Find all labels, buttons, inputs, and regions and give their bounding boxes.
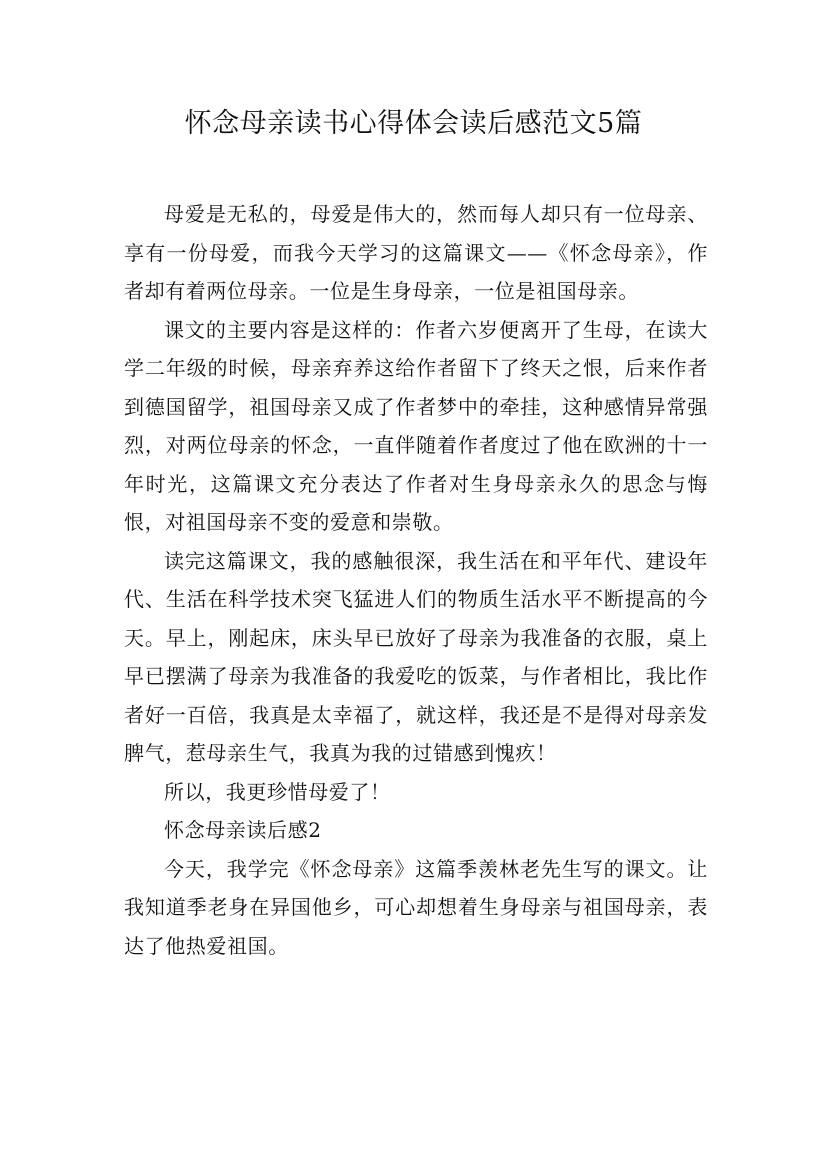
paragraph-3: 读完这篇课文，我的感触很深，我生活在和平年代、建设年代、生活在科学技术突飞猛进人们的物质生活水平不断提高的今天。早上，刚起床，床头早已放好了母亲为我准备的衣服，桌上早已摆满了母亲为我准备的我爱吃的饭菜，与作者相比，我比作者好一百倍，我真是太幸福了，就这样，我还是不是得对母亲发脾气，惹母亲生气，我真为我的过错感到愧疚！ <box>124 548 708 765</box>
document-title: 怀念母亲读书心得体会读后感范文5篇 <box>184 108 643 139</box>
document-body <box>124 195 708 965</box>
paragraph-5: 今天，我学完《怀念母亲》这篇季羡林老先生写的课文。让我知道季老身在异国他乡，可心却想着生身母亲与祖国母亲，表达了他热爱祖国。 <box>124 856 708 958</box>
paragraph-4: 所以，我更珍惜母爱了！ <box>164 779 391 804</box>
paragraph-1: 母爱是无私的，母爱是伟大的，然而每人却只有一位母亲、享有一份母爱，而我今天学习的这篇课文——《怀念母亲》，作者却有着两位母亲。一位是生身母亲，一位是祖国母亲。 <box>124 202 708 303</box>
section-heading-2: 怀念母亲读后感2 <box>164 818 322 842</box>
paragraph-2: 课文的主要内容是这样的：作者六岁便离开了生母，在读大学二年级的时候，母亲弃养这给作者留下了终天之恨，后来作者到德国留学，祖国母亲又成了作者梦中的牵挂，这种感情异常强烈，对两位母亲的怀念，一直伴随着作者度过了他在欧洲的十一年时光，这篇课文充分表达了作者对生身母亲永久的思念与悔恨，对祖国母亲不变的爱意和崇敬。 <box>124 317 708 534</box>
